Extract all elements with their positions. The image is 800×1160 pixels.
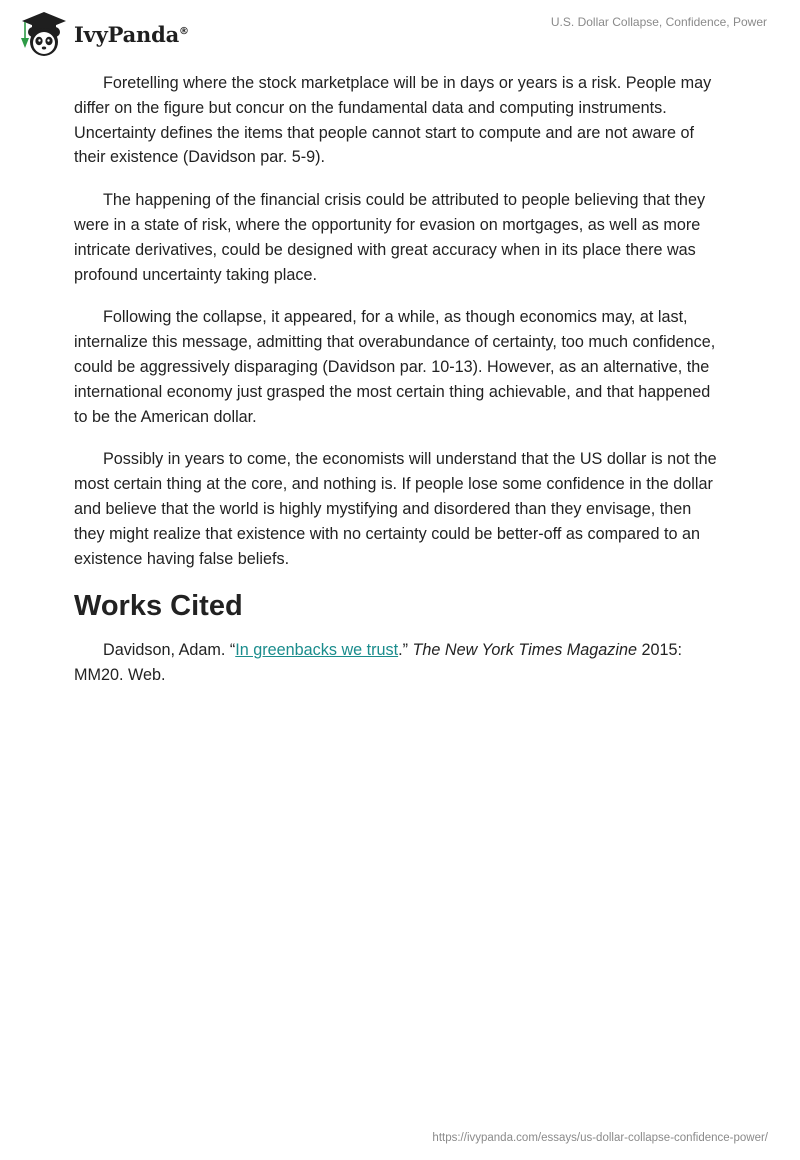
brand-name: IvyPanda® [74,21,189,47]
running-title: U.S. Dollar Collapse, Confidence, Power [550,15,767,29]
page-header [0,0,800,62]
essay-content [74,71,726,688]
footer-url[interactable]: https://ivypanda.com/essays/us-dollar-collapse-confidence-power/ [432,1132,768,1144]
body-paragraph: Following the collapse, it appeared, for a while, as though economics may, at last, internalize this message, admitting that overabundance of certainty, too much confidence, could be aggressively disparaging (Davidson par. 10-13). However, as an alternative, the international economy just grasped the most certain thing achievable, and that happened to be the American dollar. [74,308,716,426]
body-paragraph: Foretelling where the stock marketplace will be in days or years is a risk. People may differ on the figure but concur on the fundamental data and computing instruments. Uncertainty defines the items that people cannot start to compute and are not aware of their existence (Davidson par. 5-9). [74,74,712,167]
citation-details: 2015: MM20. Web. [74,641,683,685]
panda-graduate-icon [14,8,70,58]
citation-entry [74,638,726,688]
body-paragraph: Possibly in years to come, the economists will understand that the US dollar is not the most certain thing at the core, and nothing is. If people lose some confidence in the dollar and believe that the world is highly mystifying and disordered than they envisage, then they might realize that existence with no certainty could be better-off as compared to an existence having false beliefs. [74,450,717,568]
citation-after-title: .” [398,641,413,660]
citation-publication: The New York Times Magazine [412,641,637,660]
citation-title-link[interactable]: In greenbacks we trust [235,641,399,660]
works-cited-heading: Works Cited [74,590,243,623]
ivypanda-logo[interactable] [14,8,189,58]
body-paragraph: The happening of the financial crisis could be attributed to people believing that they were in a state of risk, where the opportunity for evasion on mortgages, as well as more intricate derivatives, could be designed with great accuracy when in its place there was profound uncertainty taking place. [74,191,706,284]
registered-mark: ® [179,25,189,37]
citation-author: Davidson, Adam. “ [103,641,236,660]
